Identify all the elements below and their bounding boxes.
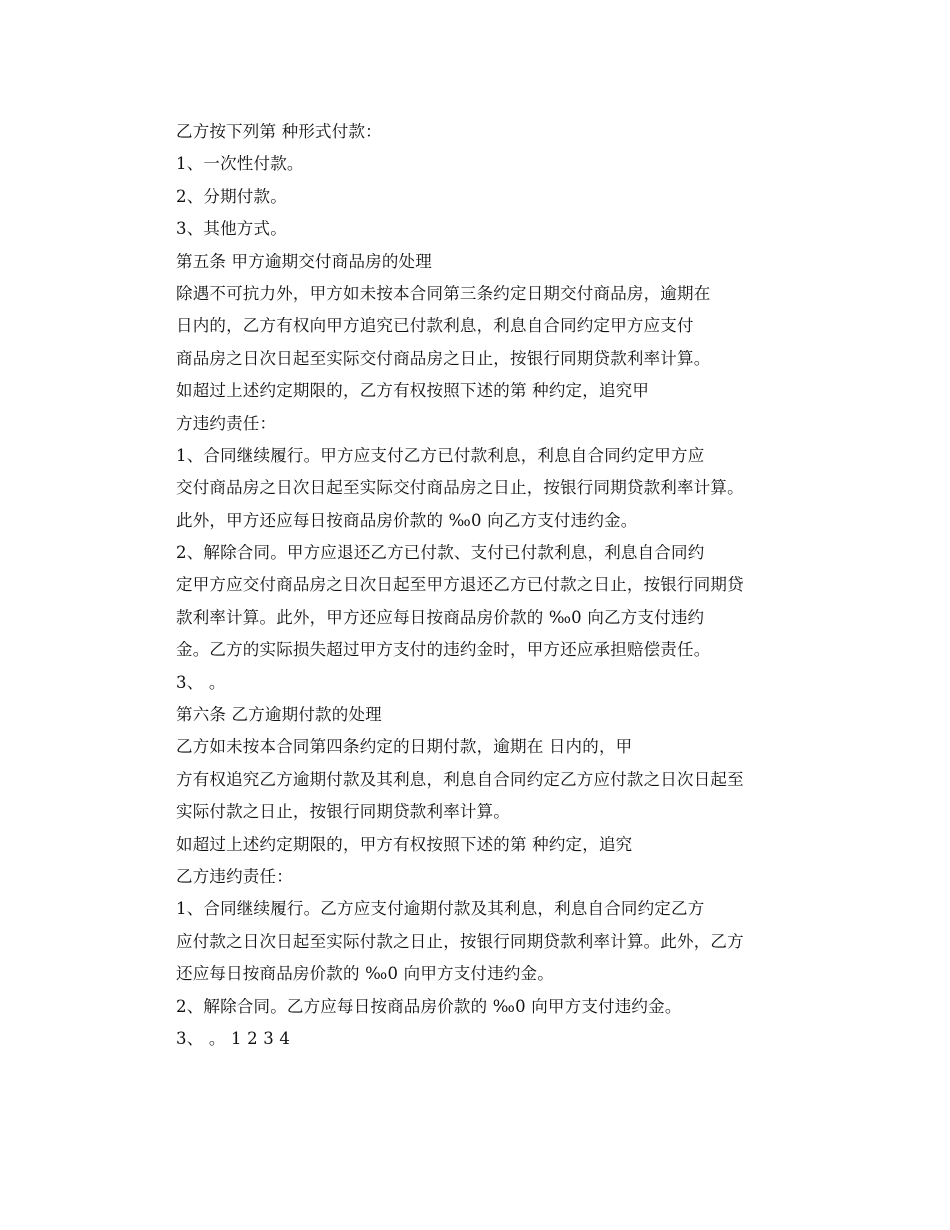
text-line: 商品房之日次日起至实际交付商品房之日止，按银行同期贷款利率计算。 xyxy=(176,348,711,368)
text-line: 如超过上述约定期限的，乙方有权按照下述的第 种约定，追究甲 xyxy=(176,381,650,401)
text-line: 日内的，乙方有权向甲方追究已付款利息，利息自合同约定甲方应支付 xyxy=(176,316,694,336)
section-heading: 第六条 乙方逾期付款的处理 xyxy=(176,705,382,725)
text-line: 1、一次性付款。 xyxy=(176,154,304,174)
text-line: 此外，甲方还应每日按商品房价款的 ‰0 向乙方支付违约金。 xyxy=(176,510,638,530)
text-line: 2、分期付款。 xyxy=(176,186,287,206)
text-line: 2、解除合同。甲方应退还乙方已付款、支付已付款利息，利息自合同约 xyxy=(176,543,705,563)
text-line: 如超过上述约定期限的，甲方有权按照下述的第 种约定，追究 xyxy=(176,834,633,854)
document-body xyxy=(176,116,826,1055)
text-line: 应付款之日次日起至实际付款之日止，按银行同期贷款利率计算。此外，乙方 xyxy=(176,931,744,951)
text-line: 除遇不可抗力外，甲方如未按本合同第三条约定日期交付商品房，逾期在 xyxy=(176,283,711,303)
text-line: 实际付款之日止，按银行同期贷款利率计算。 xyxy=(176,802,510,822)
text-line: 交付商品房之日次日起至实际交付商品房之日止，按银行同期贷款利率计算。 xyxy=(176,478,744,498)
text-line: 还应每日按商品房价款的 ‰0 向甲方支付违约金。 xyxy=(176,964,554,984)
text-line: 方违约责任： xyxy=(176,413,277,433)
text-line: 3、其他方式。 xyxy=(176,219,287,239)
text-line: 款利率计算。此外，甲方还应每日按商品房价款的 ‰0 向乙方支付违约 xyxy=(176,607,705,627)
text-line: 方有权追究乙方逾期付款及其利息，利息自合同约定乙方应付款之日次日起至 xyxy=(176,769,744,789)
text-line: 乙方按下列第 种形式付款： xyxy=(176,122,382,141)
text-line: 1、合同继续履行。乙方应支付逾期付款及其利息，利息自合同约定乙方 xyxy=(176,899,705,919)
text-line: 2、解除合同。乙方应每日按商品房价款的 ‰0 向甲方支付违约金。 xyxy=(176,996,682,1016)
text-line: 1、合同继续履行。甲方应支付乙方已付款利息，利息自合同约定甲方应 xyxy=(176,445,705,465)
text-line: 3、 。 1 2 3 4 xyxy=(176,1028,291,1048)
section-heading: 第五条 甲方逾期交付商品房的处理 xyxy=(176,251,432,271)
text-line: 金。乙方的实际损失超过甲方支付的违约金时，甲方还应承担赔偿责任。 xyxy=(176,640,711,660)
text-line: 3、 。 xyxy=(176,672,226,692)
text-line: 定甲方应交付商品房之日次日起至甲方退还乙方已付款之日止，按银行同期贷 xyxy=(176,575,744,595)
text-line: 乙方如未按本合同第四条约定的日期付款，逾期在 日内的，甲 xyxy=(176,737,633,757)
text-line: 乙方违约责任： xyxy=(176,866,293,886)
